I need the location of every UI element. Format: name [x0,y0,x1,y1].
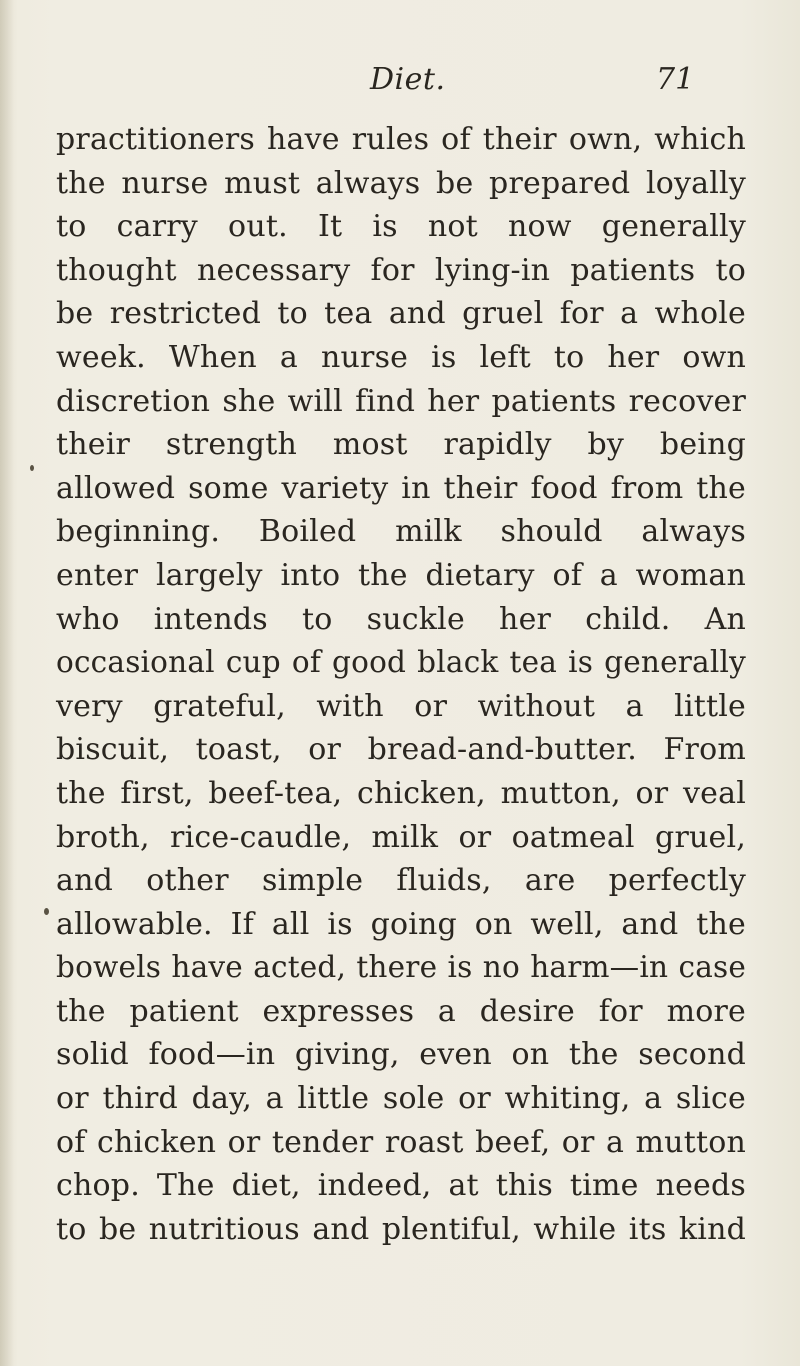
text-line: and other simple fluids, are perfectly [56,863,746,899]
ink-speck [30,465,34,471]
page-gutter-shadow [0,0,14,1366]
text-line: broth, rice-caudle, milk or oatmeal gruel, [56,819,746,855]
text-line: the patient expresses a desire for more [56,993,746,1029]
body-text [56,118,746,1251]
text-line: their strength most rapidly by being [56,427,746,463]
text-line: very grateful, with or without a little [56,688,746,724]
text-line: be restricted to tea and gruel for a whole [56,296,746,332]
page-number: 71 [656,62,695,97]
text-line: biscuit, toast, or bread-and-butter. From [56,732,746,768]
text-line: who intends to suckle her child. An [56,601,746,637]
text-line: enter largely into the dietary of a woman [56,557,746,593]
text-line: to be nutritious and plentiful, while its kind [56,1211,746,1247]
text-line: the nurse must always be prepared loyally [56,165,746,201]
running-head-title: Diet. [370,62,446,97]
text-line: allowed some variety in their food from the [56,470,746,506]
text-line: week. When a nurse is left to her own [56,339,746,375]
text-line: to carry out. It is not now generally [56,209,746,245]
text-line: discretion she will find her patients recover [56,383,746,419]
text-line: allowable. If all is going on well, and the [56,906,746,942]
text-line: chop. The diet, indeed, at this time needs [56,1168,746,1204]
text-line: solid food—in giving, even on the second [56,1037,746,1073]
text-line: occasional cup of good black tea is generally [56,645,746,680]
text-line: of chicken or tender roast beef, or a mutton [56,1124,746,1160]
text-line: practitioners have rules of their own, which [56,122,746,157]
text-line: the first, beef-tea, chicken, mutton, or veal [56,775,746,811]
text-line: or third day, a little sole or whiting, a slice [56,1081,746,1117]
ink-speck [44,908,49,915]
text-line: thought necessary for lying-in patients to [56,252,746,288]
running-head [0,62,800,112]
text-line: bowels have acted, there is no harm—in case [56,950,746,985]
text-line: beginning. Boiled milk should always [56,514,746,550]
